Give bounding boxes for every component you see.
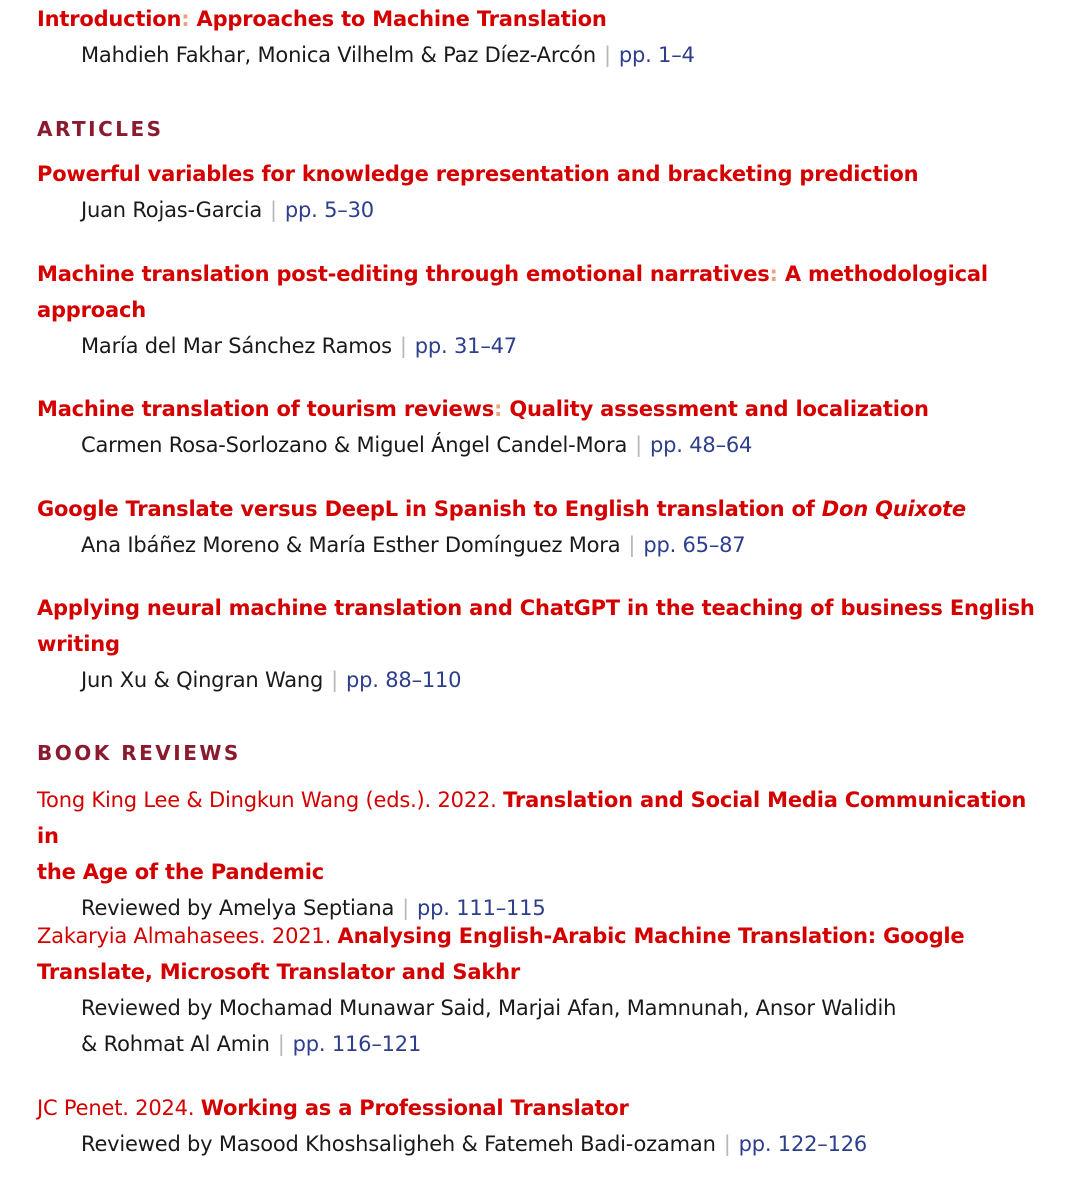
review-citation: Tong King Lee & Dingkun Wang (eds.). 2022. xyxy=(37,788,504,812)
review-meta xyxy=(37,1026,1037,1062)
article-meta xyxy=(37,527,1037,563)
article-title[interactable]: Applying neural machine translation and ChatGPT in the teaching of business English xyxy=(37,596,1035,620)
intro-meta xyxy=(37,37,1037,73)
review-title[interactable]: JC Penet. 2024. Working as a Professional Translator xyxy=(37,1096,629,1120)
article-title[interactable]: Machine translation of tourism reviews: Quality assessment and localization xyxy=(37,397,929,421)
article-title-continued[interactable]: writing xyxy=(37,632,120,656)
review-entry xyxy=(37,918,1037,1062)
review-entry xyxy=(37,1090,1037,1162)
article-pages[interactable]: pp. 31–47 xyxy=(414,334,517,358)
intro-pages[interactable]: pp. 1–4 xyxy=(618,43,695,67)
article-entry xyxy=(37,491,1037,563)
review-pages[interactable]: pp. 122–126 xyxy=(738,1132,868,1156)
review-title-continued[interactable]: Translate, Microsoft Translator and Sakhr xyxy=(37,960,521,984)
article-authors: Carmen Rosa-Sorlozano & Miguel Ángel Candel-Mora xyxy=(81,433,628,457)
separator: | xyxy=(723,1132,731,1156)
review-reviewers: Reviewed by Amelya Septiana xyxy=(81,896,395,920)
separator: | xyxy=(270,198,277,222)
article-authors: María del Mar Sánchez Ramos xyxy=(81,334,392,358)
article-meta xyxy=(37,192,1037,228)
article-entry xyxy=(37,391,1037,463)
separator: | xyxy=(331,668,339,692)
review-citation: JC Penet. 2024. xyxy=(37,1096,201,1120)
intro-title[interactable]: Introduction: Approaches to Machine Translation xyxy=(37,7,607,31)
article-title[interactable]: Google Translate versus DeepL in Spanish to English translation of Don Quixote xyxy=(37,497,966,521)
intro-entry xyxy=(37,1,1037,73)
article-meta xyxy=(37,427,1037,463)
intro-authors: Mahdieh Fakhar, Monica Vilhelm & Paz Díez-Arcón xyxy=(81,43,596,67)
article-pages[interactable]: pp. 65–87 xyxy=(643,533,746,557)
review-title[interactable]: Tong King Lee & Dingkun Wang (eds.). 2022. Translation and Social Media Communication in xyxy=(37,788,1027,848)
section-heading-book-reviews: BOOK REVIEWS xyxy=(37,741,241,765)
article-pages[interactable]: pp. 88–110 xyxy=(346,668,462,692)
review-meta xyxy=(37,1126,1037,1162)
separator: | xyxy=(635,433,643,457)
separator: | xyxy=(399,334,407,358)
review-pages[interactable]: pp. 116–121 xyxy=(292,1032,422,1056)
article-meta xyxy=(37,662,1037,698)
article-authors: Jun Xu & Qingran Wang xyxy=(81,668,324,692)
article-entry xyxy=(37,256,1037,364)
separator: | xyxy=(402,896,410,920)
review-entry xyxy=(37,782,1037,926)
article-entry xyxy=(37,590,1037,698)
article-pages[interactable]: pp. 48–64 xyxy=(650,433,753,457)
review-reviewers: Reviewed by Masood Khoshsaligheh & Fatemeh Badi-ozaman xyxy=(81,1132,716,1156)
article-authors: Ana Ibáñez Moreno & María Esther Domínguez Mora xyxy=(81,533,621,557)
article-authors: Juan Rojas-Garcia xyxy=(81,198,263,222)
review-reviewers-continued: & Rohmat Al Amin xyxy=(81,1032,270,1056)
article-pages[interactable]: pp. 5–30 xyxy=(284,198,374,222)
article-title[interactable]: Machine translation post-editing through emotional narratives: A methodological xyxy=(37,262,988,286)
article-entry xyxy=(37,156,1037,228)
separator: | xyxy=(628,533,636,557)
separator: | xyxy=(277,1032,285,1056)
review-citation: Zakaryia Almahasees. 2021. xyxy=(37,924,338,948)
review-title[interactable]: Zakaryia Almahasees. 2021. Analysing English-Arabic Machine Translation: Google xyxy=(37,924,965,948)
article-title-continued[interactable]: approach xyxy=(37,298,146,322)
review-reviewers: Reviewed by Mochamad Munawar Said, Marjai Afan, Mamnunah, Ansor Walidih xyxy=(81,996,897,1020)
review-pages[interactable]: pp. 111–115 xyxy=(417,896,546,920)
review-title-continued[interactable]: the Age of the Pandemic xyxy=(37,860,324,884)
article-meta xyxy=(37,328,1037,364)
separator: | xyxy=(603,43,611,67)
article-title[interactable]: Powerful variables for knowledge representation and bracketing prediction xyxy=(37,162,919,186)
section-heading-articles: ARTICLES xyxy=(37,117,164,141)
